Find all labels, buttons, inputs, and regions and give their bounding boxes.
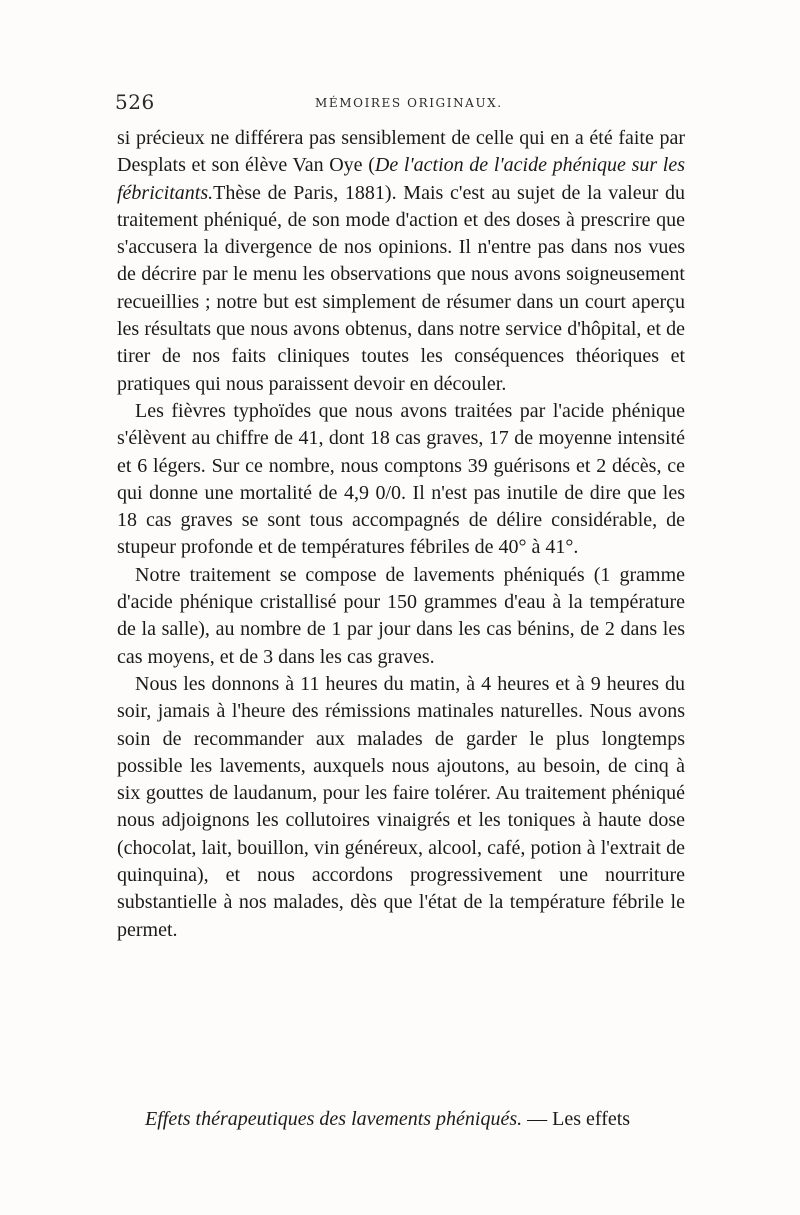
paragraph-1-text-b: Thèse de Paris, 1881). Mais c'est au sujet de la valeur du traitement phéniqué, de son mode d'action et des doses à prescrire que s'accusera la divergence de nos opinions. Il n'entre pas dans nos vues de décrire par le menu les observations que nous avons soigneusement recueillies ; notre but est simplement de résumer dans un court aperçu les résultats que nous avons obtenus, dans notre service d'hôpital, et de tirer de nos faits cliniques toutes les conséquences théoriques et pratiques qui nous paraissent devoir en découler.	[117, 181, 685, 395]
paragraph-4: Nous les donnons à 11 heures du matin, à 4 heures et à 9 heures du soir, jamais à l'heure des rémissions matinales naturelles. Nous avons soin de recommander aux malades de garder le plus longtemps possible les lavements, auxquels nous ajoutons, au besoin, de cinq à six gouttes de laudanum, pour les faire tolérer. Au traitement phéniqué nous adjoignons les collutoires vinaigrés et les toniques à haute dose (chocolat, lait, bouillon, vin généreux, alcool, café, potion à l'extrait de quinquina), et nous accordons progressivement une nourriture substantielle à nos malades, dès que l'état de la température fébrile le permet.	[117, 672, 685, 941]
section-heading-continuation: — Les effets	[522, 1108, 631, 1130]
page-number: 526	[115, 90, 155, 114]
paragraph-2: Les fièvres typhoïdes que nous avons traitées par l'acide phénique s'élèvent au chiffre de 41, dont 18 cas graves, 17 de moyenne intensité et 6 légers. Sur ce nombre, nous comptons 39 guérisons et 2 décès, ce qui donne une mortalité de 4,9 0/0. Il n'est pas inutile de dire que les 18 cas graves se sont tous accompagnés de délire considérable, de stupeur profonde et de températures fébriles de 40° à 41°.	[117, 399, 685, 559]
paragraph-1-text-a: si précieux ne différera pas sensiblement de celle qui en a été faite par Desplats et son élève Van Oye (	[117, 127, 685, 177]
body-text	[117, 125, 685, 944]
paragraph-3: Notre traitement se compose de lavements phéniqués (1 gramme d'acide phénique cristallisé pour 150 grammes d'eau à la température de la salle), au nombre de 1 par jour dans les cas bénins, de 2 dans les cas moyens, et de 3 dans les cas graves.	[117, 563, 685, 668]
section-heading	[145, 1108, 685, 1131]
thesis-title: De l'action de l'acide phénique sur les fébricitants.	[117, 154, 685, 204]
paragraph-1	[117, 125, 685, 398]
running-head	[115, 90, 685, 120]
section-heading-italic: Effets thérapeutiques des lavements phéniqués.	[145, 1108, 523, 1130]
header-title: MÉMOIRES ORIGINAUX.	[315, 96, 503, 110]
